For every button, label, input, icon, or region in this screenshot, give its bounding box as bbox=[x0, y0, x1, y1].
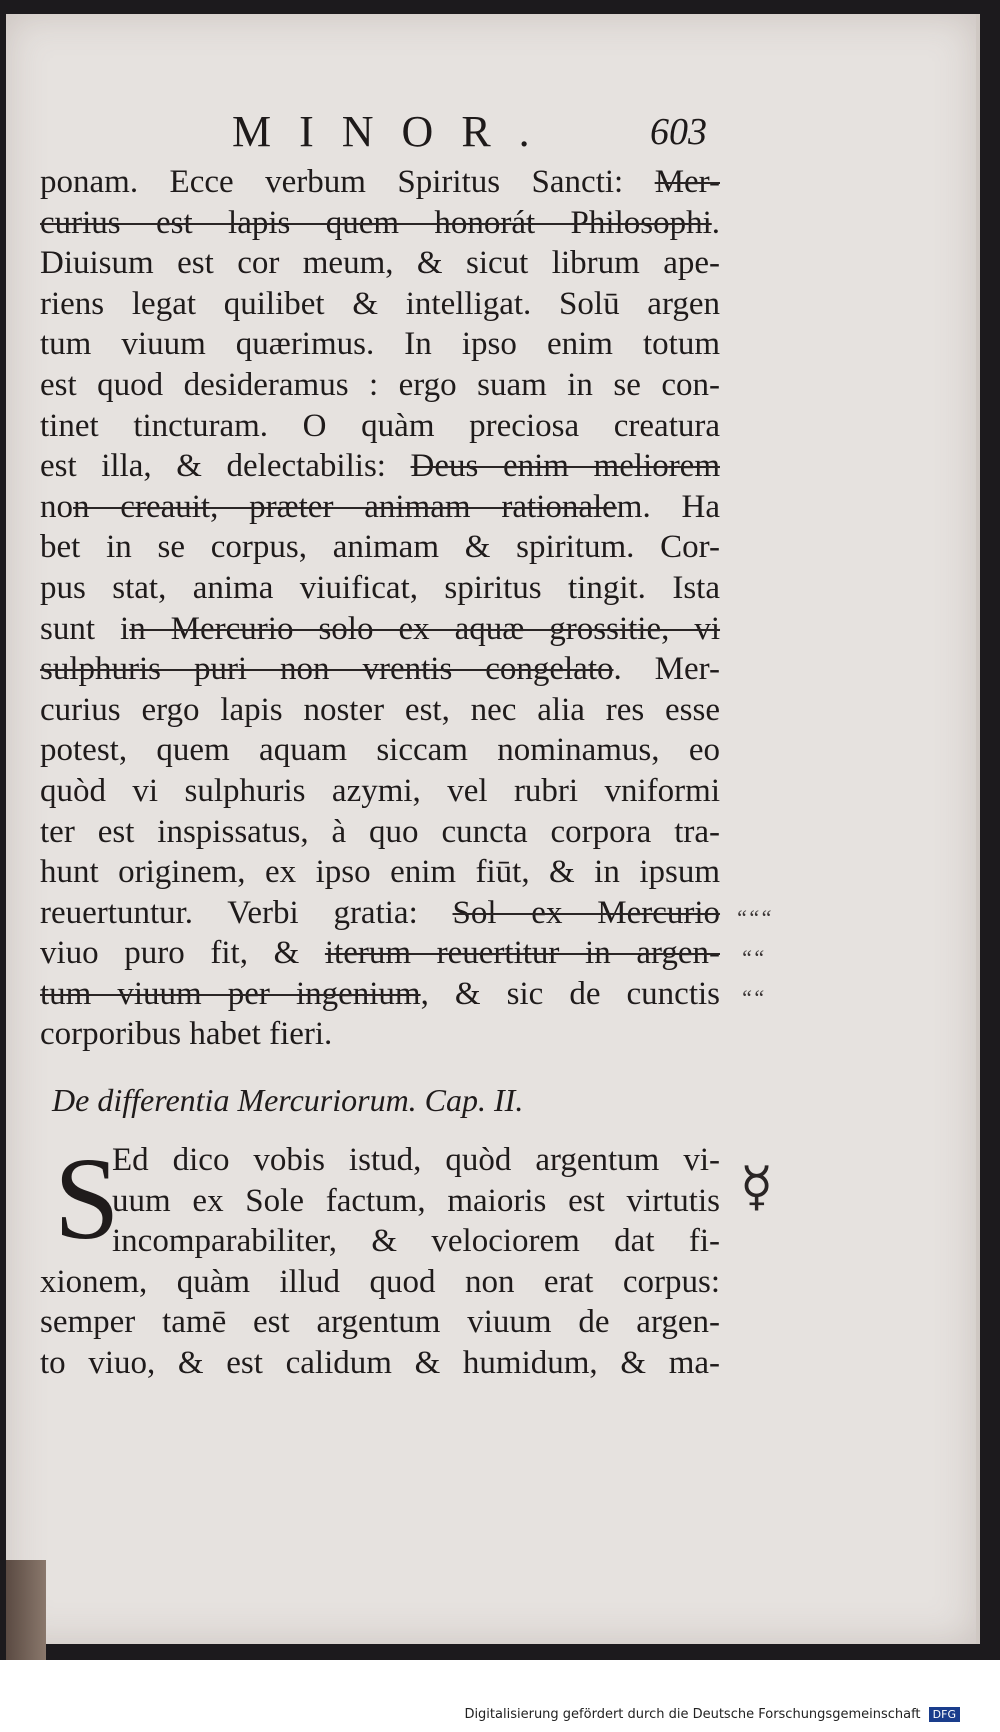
struck-text: n Mercurio solo ex aquæ grossitie, vi bbox=[129, 610, 721, 647]
line-text: corporibus habet fieri. bbox=[40, 1016, 333, 1053]
text-line bbox=[40, 690, 720, 731]
running-head: MINOR. bbox=[232, 107, 558, 156]
line-text: est illa, & delectabilis: bbox=[40, 448, 411, 485]
line-text: Diuisum est cor meum, & sicut librum ape- bbox=[40, 245, 720, 282]
text-line bbox=[40, 771, 720, 812]
line-text: sunt i bbox=[40, 610, 130, 647]
digitization-credit bbox=[464, 1707, 960, 1722]
text-line: semper tamē est argentum viuum de argen- bbox=[40, 1304, 720, 1341]
credit-text: Digitalisierung gefördert durch die Deutsche Forschungsgemeinschaft bbox=[464, 1707, 921, 1722]
chapter-heading: De differentia Mercuriorum. Cap. II. bbox=[52, 1082, 524, 1118]
text-line bbox=[40, 527, 720, 568]
line-text: , & sic de cunctis bbox=[420, 975, 720, 1012]
line-text: tinet tincturam. O quàm preciosa creatura bbox=[40, 407, 720, 444]
line-text: reuertuntur. Verbi gratia: bbox=[40, 894, 453, 931]
line-text: ponam. Ecce verbum Spiritus Sancti: bbox=[40, 164, 655, 200]
margin-quote-mark: ““ bbox=[740, 945, 765, 970]
text-line: Ed dico vobis istud, quòd argentum vi- bbox=[112, 1142, 720, 1178]
struck-text: Deus enim meliorem bbox=[410, 448, 720, 485]
text-line bbox=[40, 812, 720, 853]
text-line: to viuo, & est calidum & humidum, & ma- bbox=[40, 1344, 720, 1381]
text-line bbox=[40, 324, 720, 365]
line-text: . Mer- bbox=[613, 651, 720, 688]
drop-cap: S bbox=[54, 1133, 120, 1264]
text-line bbox=[40, 974, 720, 1015]
text-line bbox=[40, 609, 720, 650]
text-line bbox=[40, 203, 720, 244]
line-text: riens legat quilibet & intelligat. Solū argen bbox=[40, 285, 720, 322]
line-text: no bbox=[40, 488, 73, 525]
line-text: potest, quem aquam siccam nominamus, eo bbox=[40, 732, 720, 769]
struck-text: sulphuris puri non vrentis congelato bbox=[40, 651, 614, 688]
text-line: uum ex Sole factum, maioris est virtutis bbox=[112, 1182, 720, 1219]
text-line bbox=[40, 852, 720, 893]
text-line bbox=[40, 284, 720, 325]
line-text: ter est inspissatus, à quo cuncta corpora tra- bbox=[40, 813, 720, 850]
struck-text: n creauit, præter animam rationale bbox=[73, 488, 617, 525]
line-text: quòd vi sulphuris azymi, vel rubri vniformi bbox=[40, 772, 720, 809]
line-text: viuo puro fit, & bbox=[40, 935, 325, 972]
text-line bbox=[40, 649, 720, 690]
line-text: m. Ha bbox=[616, 488, 721, 525]
text-line bbox=[40, 568, 720, 609]
chapter-paragraph bbox=[40, 1133, 720, 1384]
text-line bbox=[40, 162, 720, 203]
line-text: tum viuum quærimus. In ipso enim totum bbox=[40, 326, 720, 363]
text-line bbox=[40, 365, 720, 406]
margin-quote-mark: “““ bbox=[735, 905, 772, 930]
text-line bbox=[40, 730, 720, 771]
page-number: 603 bbox=[650, 111, 707, 153]
main-text-block bbox=[40, 162, 720, 1055]
struck-text: Mer- bbox=[654, 164, 720, 200]
line-text: curius ergo lapis noster est, nec alia res esse bbox=[40, 691, 720, 728]
line-text: hunt originem, ex ipso enim fiūt, & in ipsum bbox=[40, 854, 720, 891]
dfg-logo: DFG bbox=[929, 1707, 960, 1722]
text-line bbox=[40, 446, 720, 487]
struck-text: Sol ex Mercurio bbox=[452, 894, 721, 931]
text-line bbox=[40, 243, 720, 284]
struck-text: tum viuum per ingenium bbox=[40, 975, 421, 1012]
line-text: pus stat, anima viuificat, spiritus tingit. Ista bbox=[40, 569, 720, 606]
text-line bbox=[40, 406, 720, 447]
footer-strip bbox=[0, 1660, 1000, 1732]
text-line bbox=[40, 893, 720, 934]
line-text: bet in se corpus, animam & spiritum. Cor- bbox=[40, 529, 720, 566]
margin-quote-mark: ““ bbox=[740, 985, 765, 1010]
mercury-symbol-icon: ☿ bbox=[740, 1157, 774, 1217]
text-line bbox=[40, 1014, 720, 1055]
text-line: incomparabiliter, & velociorem dat fi- bbox=[112, 1223, 720, 1260]
text-line bbox=[40, 933, 720, 974]
line-text: . bbox=[711, 204, 720, 241]
line-text: est quod desideramus : ergo suam in se con- bbox=[40, 366, 720, 403]
struck-text: curius est lapis quem honorát Philosophi bbox=[40, 204, 712, 241]
text-line bbox=[40, 487, 720, 528]
book-spine bbox=[6, 1560, 46, 1660]
struck-text: iterum reuertitur in argen- bbox=[324, 935, 720, 972]
text-line: xionem, quàm illud quod non erat corpus: bbox=[40, 1263, 720, 1300]
